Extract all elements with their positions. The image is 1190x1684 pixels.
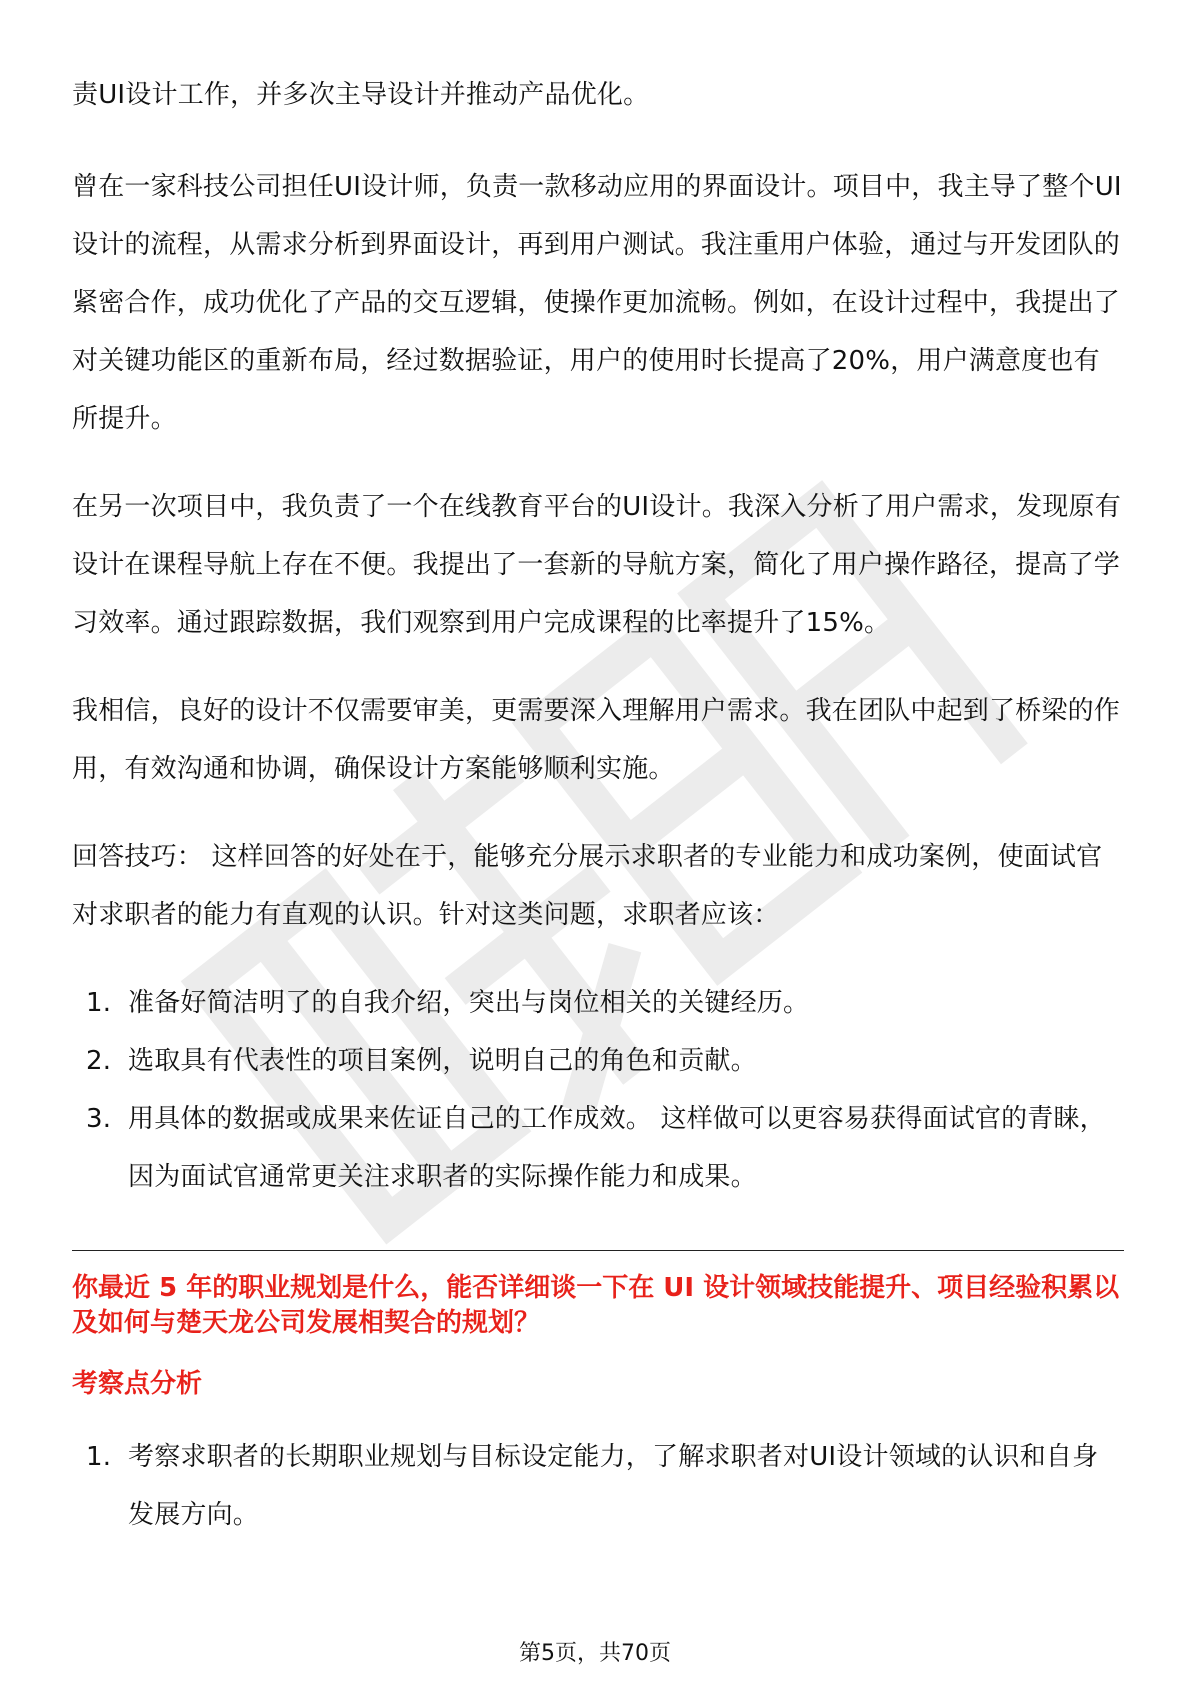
analysis-list [72, 1428, 1124, 1544]
paragraph-intro: 责UI设计工作，并多次主导设计并推动产品优化。 [72, 80, 650, 110]
document-page [72, 66, 1124, 1544]
list-item-text: 选取具有代表性的项目案例，说明自己的角色和贡献。 [128, 1046, 757, 1076]
analysis-heading: 考察点分析 [72, 1369, 203, 1399]
list-number: 1. [86, 988, 112, 1018]
list-number: 1. [86, 1442, 112, 1472]
page-footer: 第5页，共70页 [519, 1641, 671, 1666]
list-number: 3. [86, 1104, 112, 1134]
list-item [72, 1090, 1124, 1206]
list-item-text: 用具体的数据或成果来佐证自己的工作成效。 这样做可以更容易获得面试官的青睐，因为面试官通常更关注求职者的实际操作能力和成果。 [128, 1104, 1106, 1192]
list-item [72, 1428, 1124, 1544]
paragraph-project-1: 曾在一家科技公司担任UI设计师，负责一款移动应用的界面设计。项目中，我主导了整个UI设计的流程，从需求分析到界面设计，再到用户测试。我注重用户体验，通过与开发团队的紧密合作，成功优化了产品的交互逻辑，使操作更加流畅。例如，在设计过程中，我提出了对关键功能区的重新布局，经过数据验证，用户的使用时长提高了20%，用户满意度也有所提升。 [72, 172, 1122, 434]
list-item-text: 考察求职者的长期职业规划与目标设定能力，了解求职者对UI设计领域的认识和自身发展方向。 [128, 1442, 1099, 1530]
list-item-text: 准备好简洁明了的自我介绍，突出与岗位相关的关键经历。 [128, 988, 810, 1018]
paragraph-answer-tips: 回答技巧： 这样回答的好处在于，能够充分展示求职者的专业能力和成功案例，使面试官对求职者的能力有直观的认识。针对这类问题，求职者应该： [72, 842, 1103, 930]
question-heading: 你最近 5 年的职业规划是什么，能否详细谈一下在 UI 设计领域技能提升、项目经验积累以及如何与楚天龙公司发展相契合的规划？ [72, 1273, 1120, 1338]
tips-list [72, 974, 1124, 1206]
list-item [72, 974, 1124, 1032]
section-divider [72, 1250, 1124, 1251]
paragraph-belief: 我相信，良好的设计不仅需要审美，更需要深入理解用户需求。我在团队中起到了桥梁的作用，有效沟通和协调，确保设计方案能够顺利实施。 [72, 696, 1121, 784]
paragraph-project-2: 在另一次项目中，我负责了一个在线教育平台的UI设计。我深入分析了用户需求，发现原有设计在课程导航上存在不便。我提出了一套新的导航方案，简化了用户操作路径，提高了学习效率。通过跟踪数据，我们观察到用户完成课程的比率提升了15%。 [72, 492, 1121, 638]
list-item [72, 1032, 1124, 1090]
list-number: 2. [86, 1046, 112, 1076]
